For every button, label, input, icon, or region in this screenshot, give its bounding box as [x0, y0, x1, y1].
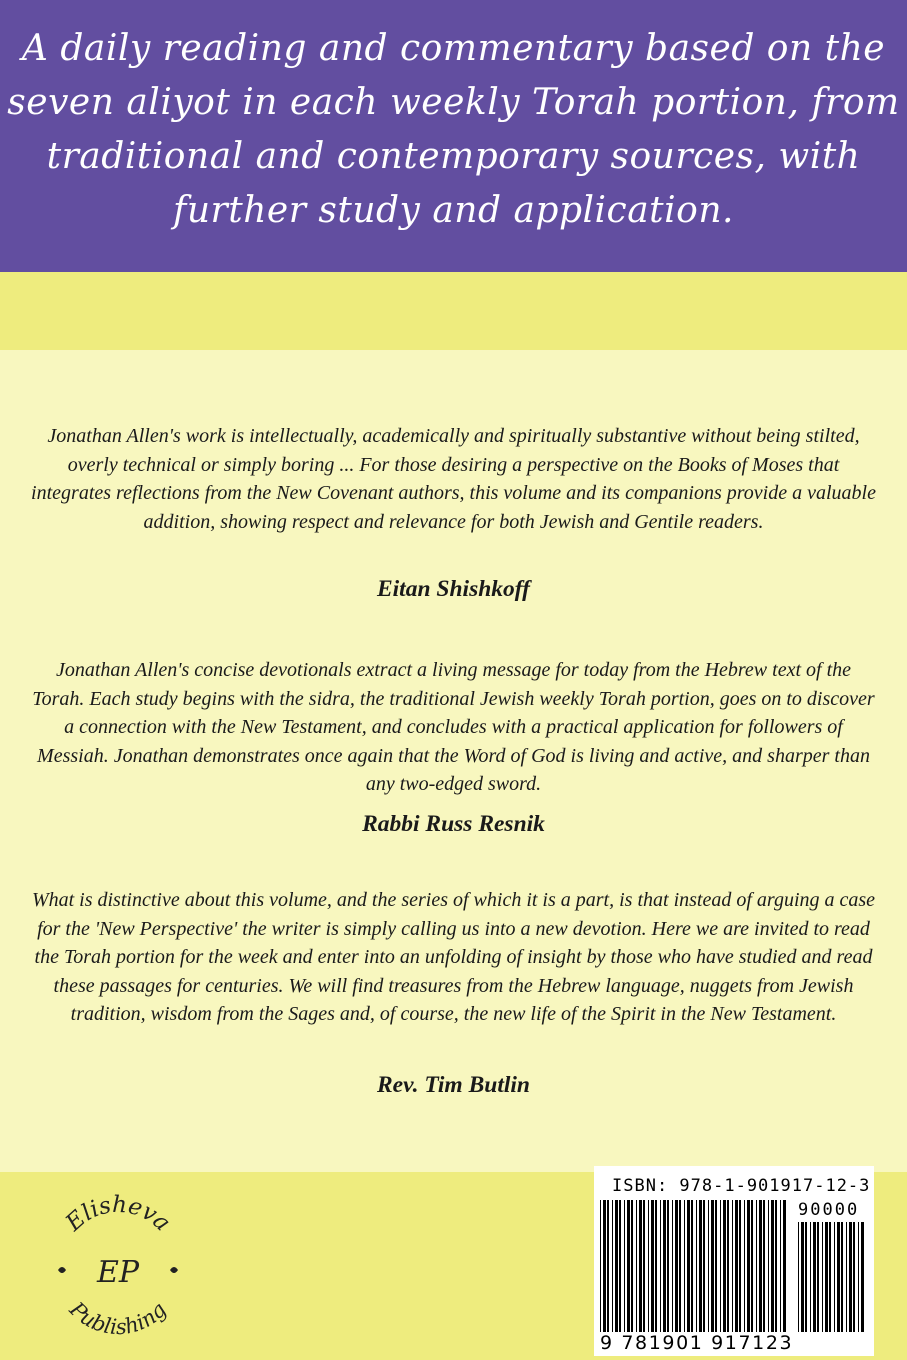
barcode-label: [594, 1166, 874, 1356]
barcode-bars-addon: [798, 1222, 864, 1332]
cover-tagline: A daily reading and commentary based on the seven aliyot in each weekly Torah portion, from traditional and contemporary sources, with further study and application.: [7, 28, 900, 231]
logo-monogram: EP: [96, 1255, 140, 1290]
barcode-bars-main: [600, 1200, 786, 1332]
endorsement-author-3: Rev. Tim Butlin: [377, 1072, 530, 1098]
svg-text:Publishing: [64, 1297, 171, 1340]
endorsement-author-1: Eitan Shishkoff: [376, 576, 531, 602]
logo-bottom-text: Publishing: [64, 1297, 172, 1340]
decorative-band-top: [0, 272, 907, 350]
endorsement-quote-1: Jonathan Allen's work is intellectually, academically and spiritually substantive without being stilted, overly technical or simply boring ... For those desiring a perspective on the Books of Moses that integrates reflections from the New Covenant authors, this volume and its companions provide a valuable addition, showing respect and relevance for both Jewish and Gentile readers.: [31, 425, 876, 533]
endorsement-quote-3: What is distinctive about this volume, and the series of which it is a part, is that instead of arguing a case for the 'New Perspective' the writer is simply calling us into a new devotion. Here we are invited to read the Torah portion for the week and enter into an unfolding of insight by those who have studied and read these passages for centuries. We will find treasures from the Hebrew language, nuggets from Jewish tradition, wisdom from the Sages and, of course, the new life of the Spirit in the New Testament.: [31, 889, 876, 1025]
isbn-text: ISBN: 978-1-901917-12-3: [612, 1176, 871, 1196]
endorsement-quote-2: Jonathan Allen's concise devotionals extract a living message for today from the Hebrew text of the Torah. Each study begins with the sidra, the traditional Jewish weekly Torah portion, goes on to discover a connection with the New Testament, and concludes with a practical application for followers of Messiah. Jonathan demonstrates once again that the Word of God is living and active, and sharper than any two-edged sword.: [32, 659, 875, 795]
barcode-graphic: [594, 1166, 874, 1356]
svg-text:Elisheva: [60, 1192, 175, 1237]
logo-top-text: Elisheva: [61, 1191, 176, 1237]
publisher-logo: [40, 1190, 195, 1340]
price-code: 90000: [798, 1200, 860, 1220]
ean-number: 9 781901 917123: [600, 1332, 794, 1354]
endorsement-author-2: Rabbi Russ Resnik: [362, 811, 545, 837]
